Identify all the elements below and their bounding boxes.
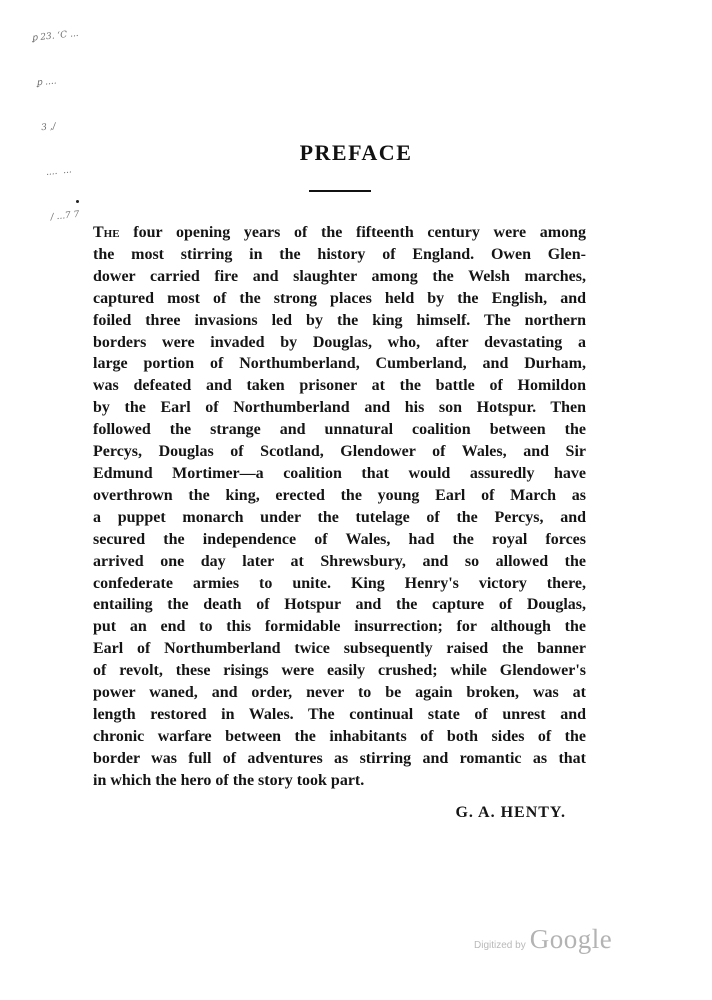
margin-note-line: 3 ,/ [40, 121, 57, 134]
text-line: overthrown the king, erected the young Earl of March as [93, 486, 586, 504]
text-line: Percys, Douglas of Scotland, Glendower of Wales, and Sir [93, 443, 586, 461]
stray-ink-mark [76, 200, 79, 203]
digitized-by-watermark [474, 924, 612, 955]
margin-note-line: ꝑ .... [36, 76, 58, 89]
text-line: length restored in Wales. The continual state of unrest and [93, 705, 586, 723]
text-line: a puppet monarch under the tutelage of the Percys, and [93, 508, 586, 526]
text-line: followed the strange and unnatural coalition between the [93, 421, 586, 439]
text-line: confederate armies to unite. King Henry's victory there, [93, 574, 586, 592]
text-line: entailing the death of Hotspur and the capture of Douglas, [93, 596, 586, 614]
text-line: large portion of Northumberland, Cumberland, and Durham, [93, 355, 586, 373]
text-line: arrived one day later at Shrewsbury, and so allowed the [93, 552, 586, 570]
margin-note-line: / ...7 7 [50, 209, 80, 223]
text-line: border was full of adventures as stirring and romantic as that [93, 749, 586, 767]
text-line: put an end to this formidable insurrection; for although the [93, 618, 586, 636]
text-line: chronic warfare between the inhabitants of both sides of the [93, 727, 586, 745]
margin-note-line: .... ... [45, 165, 73, 179]
preface-body [93, 222, 586, 792]
text-line: dower carried fire and slaughter among the Welsh marches, [93, 267, 586, 285]
text-line: captured most of the strong places held by the English, and [93, 289, 586, 307]
text-line: was defeated and taken prisoner at the battle of Homildon [93, 377, 586, 395]
text-line: Edmund Mortimer—a coalition that would assuredly have [93, 464, 586, 482]
text-line: the most stirring in the history of England. Owen Glen- [93, 245, 586, 263]
author-signature: G. A. HENTY. [455, 804, 566, 821]
text-line [93, 222, 586, 244]
lead-word: The [93, 224, 120, 241]
text-line: borders were invaded by Douglas, who, after devastating a [93, 333, 586, 351]
google-logo: Google [529, 924, 613, 954]
watermark-prefix: Digitized by [474, 940, 526, 951]
text-line-rest: four opening years of the fifteenth century were among [119, 224, 586, 241]
handwritten-margin-note [28, 0, 101, 256]
text-line: in which the hero of the story took part. [93, 771, 365, 789]
text-line: foiled three invasions led by the king himself. The northern [93, 311, 586, 329]
text-line: power waned, and order, never to be again broken, was at [93, 684, 586, 702]
text-line: Earl of Northumberland twice subsequently raised the banner [93, 640, 586, 658]
text-line: by the Earl of Northumberland and his son Hotspur. Then [93, 399, 586, 417]
text-line: secured the independence of Wales, had the royal forces [93, 530, 586, 548]
page-title: PREFACE [299, 140, 413, 165]
margin-note-line: ꝑ 23. ‘C ... [31, 28, 80, 44]
title-divider [309, 190, 371, 192]
text-line: of revolt, these risings were easily crushed; while Glendower's [93, 662, 586, 680]
